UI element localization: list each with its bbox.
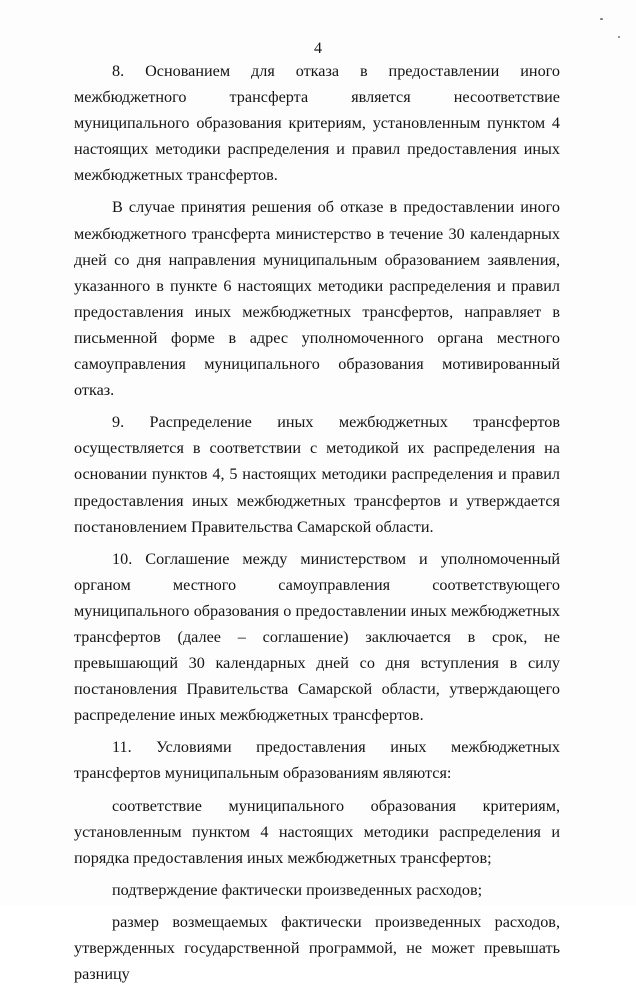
paragraph-11: 11. Условиями предоставления иных межбюджетных трансфертов муниципальным образованиям являются: <box>74 738 560 783</box>
paragraph-9: 9. Распределение иных межбюджетных трансфертов осуществляется в соответствии с методикой их распределения на основании пунктов 4, 5 настоящих методики распределения и правил предоставления иных межбюджетных трансфертов и утверждается постановлением Правительства Самарской области. <box>74 413 560 536</box>
condition-criteria: соответствие муниципального образования критериям, установленным пунктом 4 настоящих методики распределения и порядка предоставления иных межбюджетных трансфертов; <box>74 796 560 867</box>
paragraph-refusal-procedure: В случае принятия решения об отказе в предоставлении иного межбюджетного трансферта министерство в течение 30 календарных дней со дня направления муниципальным образованием заявления, указанного в пункте 6 настоящих методики распределения и правил предоставления иных межбюджетных трансфертов, направляет в письменной форме в адрес уполномоченного органа местного самоуправления муниципального образования мотивированный отказ. <box>74 198 560 400</box>
document-body <box>74 58 560 993</box>
condition-confirmation: подтверждение фактически произведенных расходов; <box>112 880 483 899</box>
condition-expense-limit: размер возмещаемых фактически произведенных расходов, утвержденных государственной программой, не может превышать разницу <box>74 912 560 984</box>
paragraph-10: 10. Соглашение между министерством и уполномоченный органом местного самоуправления соответствующего муниципального образования о предоставлении иных межбюджетных трансфертов (далее – соглашение) заключается в срок, не превышающий 30 календарных дней со дня вступления в силу постановления Правительства Самарской области, утверждающего распределение иных межбюджетных трансфертов. <box>74 549 560 725</box>
scan-speck-mark <box>618 36 620 38</box>
paragraph-8: 8. Основанием для отказа в предоставлении иного межбюджетного трансферта является несоответствие муниципального образования критериям, установленным пунктом 4 настоящих методики распределения и правил предоставления иных межбюджетных трансфертов. <box>74 62 560 185</box>
page-number: 4 <box>314 40 322 57</box>
scan-speck-mark <box>600 18 603 20</box>
